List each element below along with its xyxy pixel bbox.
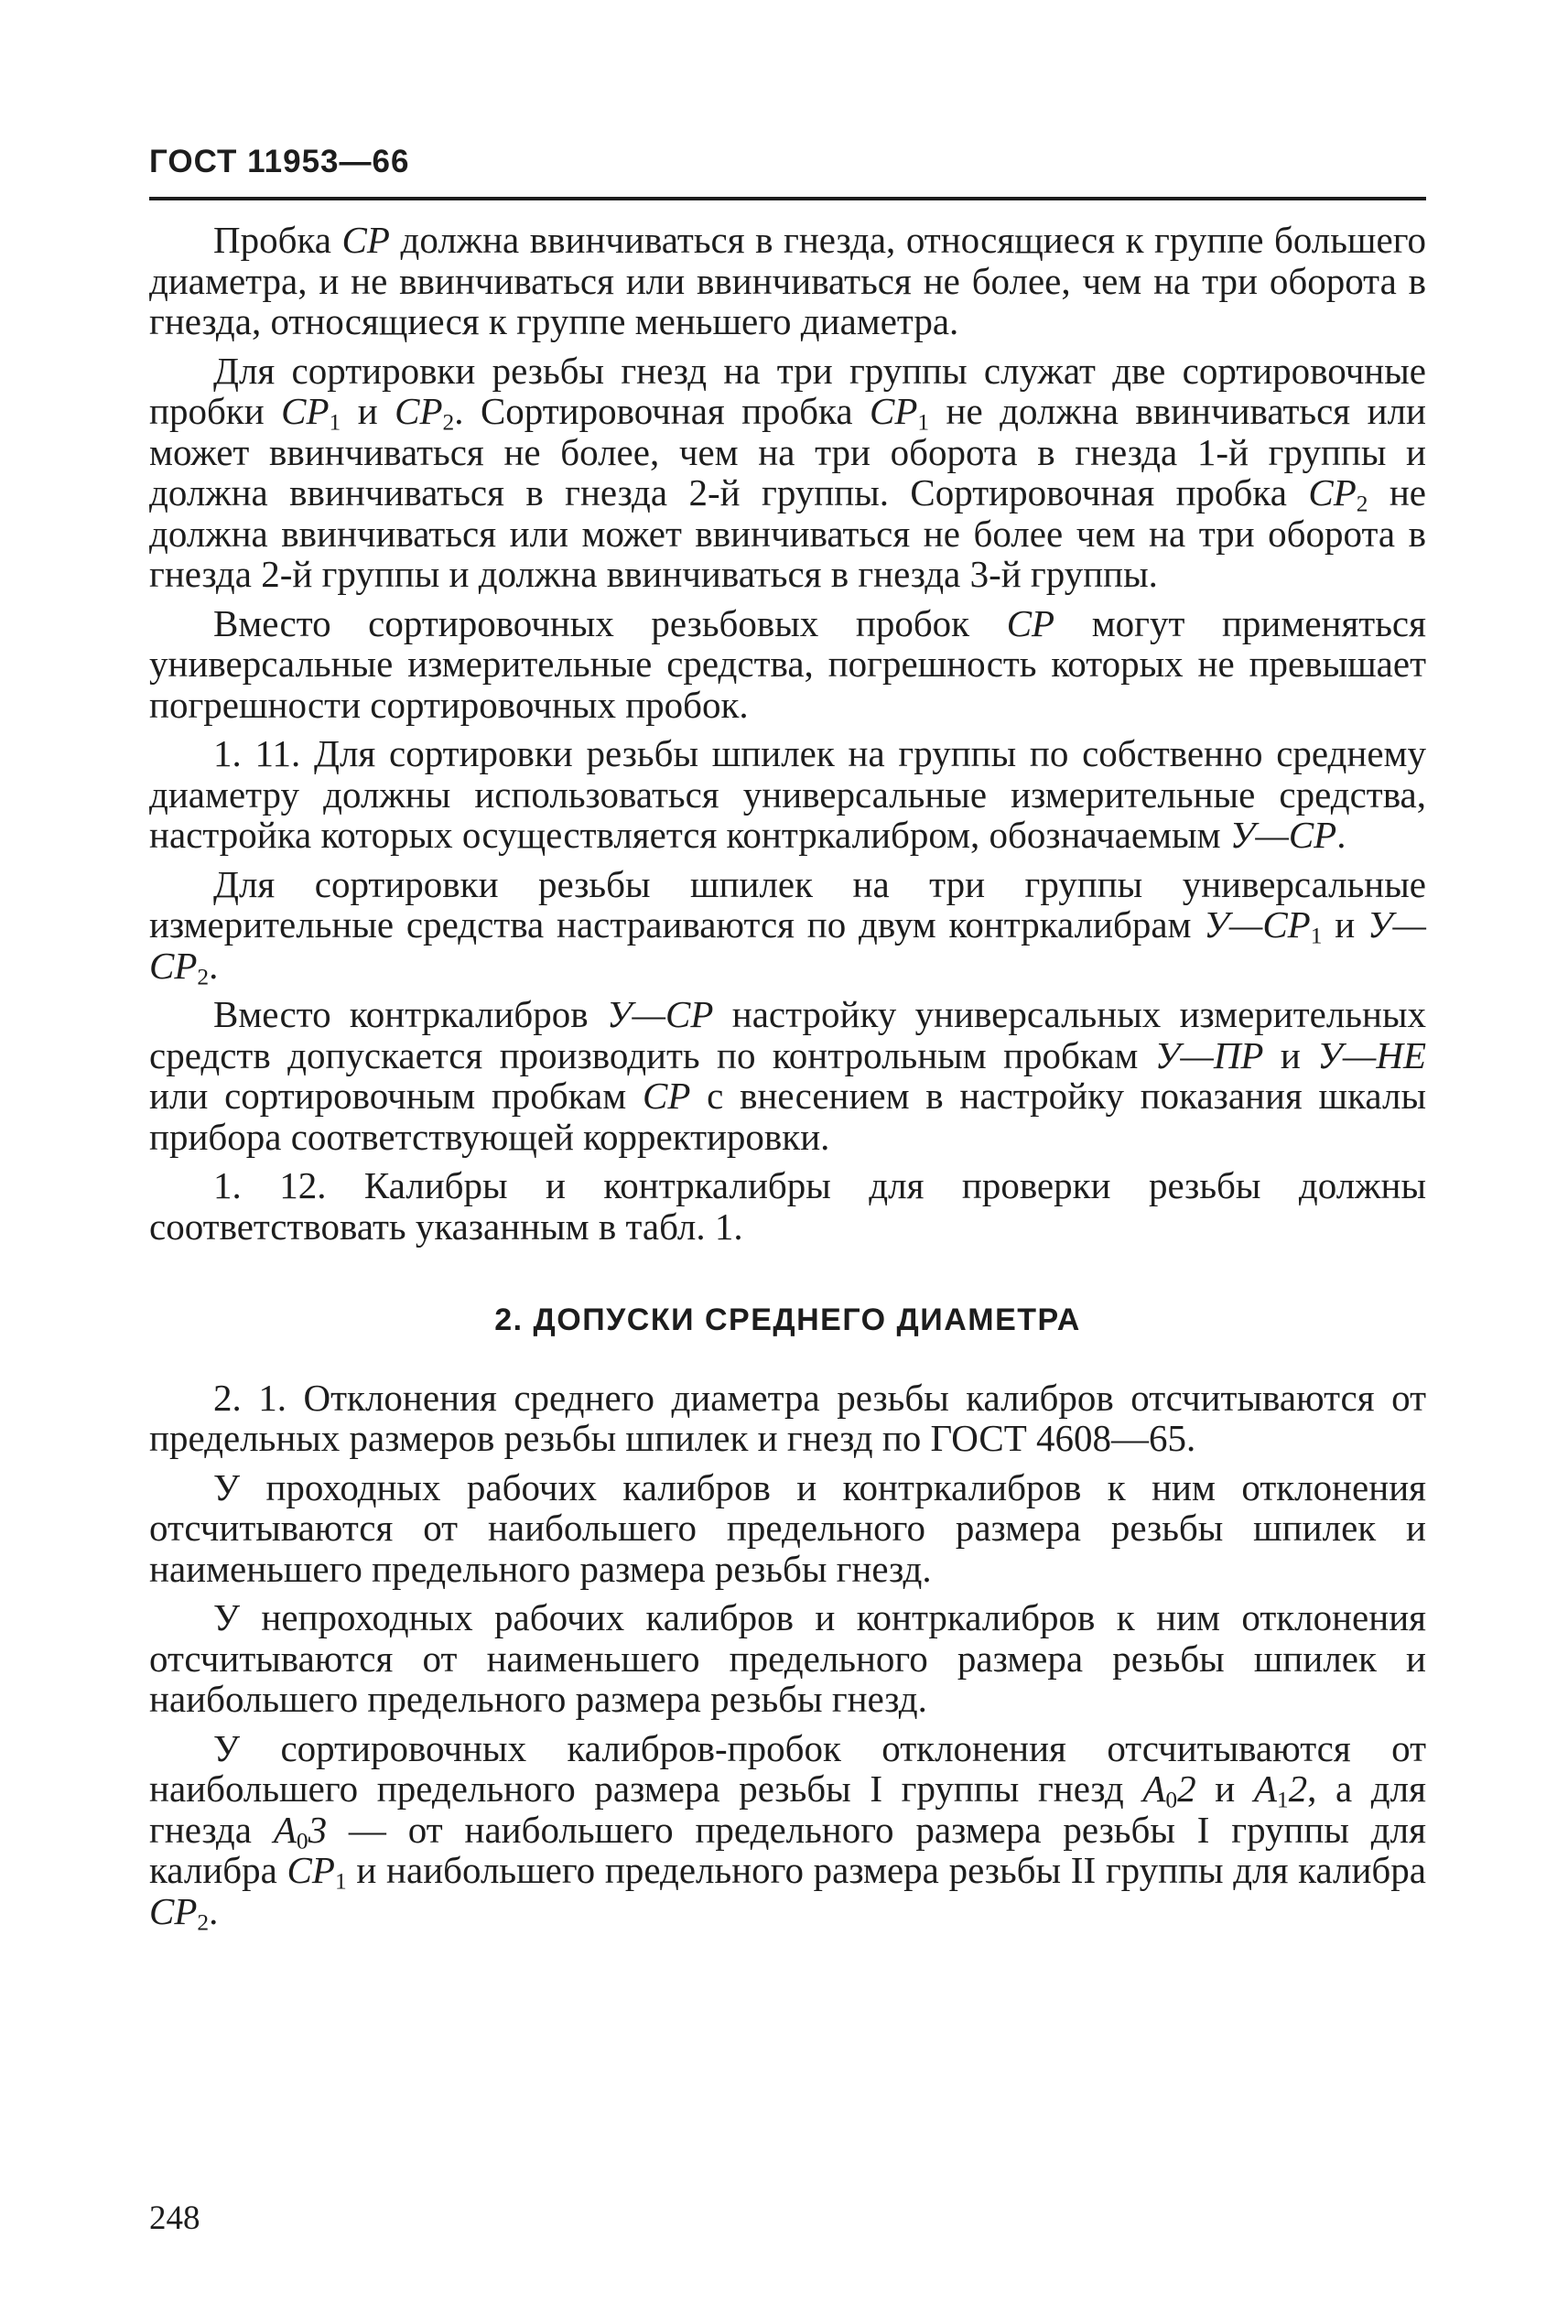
paragraph: У непроходных рабочих калибров и контркалибров к ним отклонения отсчитываются от наименьшего предельного размера резьбы шпилек и наибольшего предельного размера резьбы гнезд. <box>149 1596 1426 1720</box>
paragraph: Для сортировки резьбы гнезд на три группы служат две сортировочные пробки $CP_1$ и $CP_2$. Сортировочная пробка $CP_1$ не должна ввинчиваться или может ввинчиваться не более, чем на три оборота в гнезда 1-й группы и должна ввинчиваться в гнезда 2-й группы. Сортировочная пробка $CP_2$ не должна ввинчиваться или может ввинчиваться не более чем на три оборота в гнезда 2-й группы и должна ввинчиваться в гнезда 3-й группы. <box>149 349 1427 595</box>
paragraph: 1. 12. Калибры и контркалибры для проверки резьбы должны соответствовать указанным в табл. 1. <box>149 1164 1426 1248</box>
paragraph: У сортировочных калибров-пробок отклонения отсчитываются от наибольшего предельного размера резьбы I группы гнезд $A_02$ и $A_12$, а для гнезда $A_03$ — от наибольшего предельного размера резьбы I группы для калибра $CP_1$ и наибольшего предельного размера резьбы II группы для калибра $CP_2$. <box>149 1726 1426 1935</box>
paragraph: Вместо сортировочных резьбовых пробок CP могут применяться универсальные измерительные средства, погрешность которых не превышает погрешности сортировочных пробок. <box>149 601 1426 726</box>
paragraph: 1. 11. Для сортировки резьбы шпилек на группы по собственно среднему диаметру должны использоваться универсальные измерительные средства, настройка которых осуществляется контркалибром, обозначаемым У—CP. <box>149 732 1426 856</box>
paragraph: 2. 1. Отклонения среднего диаметра резьбы калибров отсчитываются от предельных размеров резьбы шпилек и гнезд по ГОСТ 4608—65. <box>149 1376 1426 1459</box>
paragraph: Пробка CP должна ввинчиваться в гнезда, относящиеся к группе большего диаметра, и не ввинчиваться или ввинчиваться не более, чем на три оборота в гнезда, относящиеся к группе меньшего диаметра. <box>149 219 1426 342</box>
section-title: 2. ДОПУСКИ СРЕДНЕГО ДИАМЕТРА <box>494 1303 1081 1337</box>
paragraph: У проходных рабочих калибров и контркалибров к ним отклонения отсчитываются от наибольшего предельного размера резьбы шпилек и наименьшего предельного размера резьбы гнезд. <box>149 1465 1426 1590</box>
paragraph: Для сортировки резьбы шпилек на три группы универсальные измерительные средства настраиваются по двум контркалибрам $У—CP_1$ и $У—CP_2$. <box>149 862 1426 989</box>
standard-header: ГОСТ 11953—66 <box>149 144 410 179</box>
body-text <box>149 220 1426 1940</box>
paragraph: Вместо контркалибров У—CP настройку универсальных измерительных средств допускается производить по контрольным пробкам У—ПР и У—НЕ или сортировочным пробкам CP с внесением в настройку показания шкалы прибора соответствующей корректировки. <box>149 993 1426 1158</box>
header-rule <box>149 197 1426 200</box>
page-number: 248 <box>149 2200 200 2237</box>
